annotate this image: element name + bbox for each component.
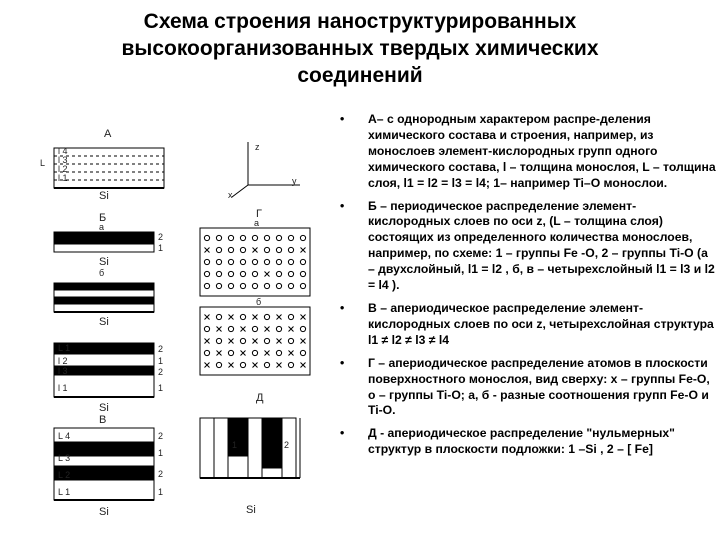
circle-marker [300,235,305,240]
circle-marker [276,235,281,240]
circle-marker [240,235,245,240]
cross-marker [277,315,282,320]
label-l2: l 2 [58,164,68,174]
label-l1: l 1 [58,173,68,183]
circle-marker [252,259,257,264]
label-L2: L 2 [58,470,71,480]
label-v-1b: 1 [158,383,164,393]
circle-marker [252,271,257,276]
circle-marker [300,271,305,276]
label-L1: L 1 [58,487,71,497]
circle-marker [276,326,281,331]
circle-marker [204,283,209,288]
cross-marker [229,339,234,344]
label-si-d: Si [246,504,256,516]
label-vb-2b: 2 [158,469,164,479]
cross-marker [277,363,282,368]
cross-marker [217,327,222,332]
circle-marker [216,283,221,288]
label-L1-top: L 1 [58,343,71,353]
cross-marker [265,351,270,356]
label-L: L [40,158,46,168]
label-g-b: б [256,297,262,307]
circle-marker [252,283,257,288]
label-b-1: 1 [158,243,164,253]
circle-marker [252,350,257,355]
cross-marker [277,339,282,344]
label-panel-g: Г [256,208,262,220]
label-l1-v: l 1 [58,383,68,393]
circle-marker [264,247,269,252]
cross-marker [253,363,258,368]
circle-marker [204,235,209,240]
cross-marker [205,248,210,253]
circle-marker [228,271,233,276]
label-b-a: а [99,222,105,232]
circle-marker [300,326,305,331]
circle-marker [204,350,209,355]
circle-marker [204,271,209,276]
cross-marker [205,339,210,344]
circle-marker [264,283,269,288]
label-L4: L 4 [58,431,71,441]
circle-marker [216,338,221,343]
bullet-item: • Б – периодическое распределение элемент-кислородных слоев по оси z, (L – толщина слоя) состоящих из определенного количества монослоев, например, по схеме: 1 – группы Fe -O, 2 – группы Ti-O (а – двухслойный, l1 = l2 , б, в – четырехслойный l1 = l3 и l2 = l4 ). [336,199,716,294]
circle-marker [300,350,305,355]
circle-marker [252,326,257,331]
circle-marker [288,338,293,343]
circle-marker [276,247,281,252]
title-line-1: Схема строения наноструктурированных [143,10,577,33]
cross-marker [301,315,306,320]
circle-marker [288,259,293,264]
circle-marker [228,259,233,264]
label-vb-2a: 2 [158,431,164,441]
label-si-v: Si [99,402,109,414]
label-y: y [292,176,297,186]
label-panel-d: Д [256,392,264,404]
cross-marker [229,315,234,320]
title-line-3: соединений [297,64,423,87]
label-panel-b: Б [99,212,107,224]
label-l3: l 3 [58,155,68,165]
cross-marker [265,327,270,332]
circle-marker [228,235,233,240]
cross-marker [289,327,294,332]
circle-marker [276,271,281,276]
label-L3: L 3 [58,453,71,463]
circle-marker [216,259,221,264]
circle-marker [240,283,245,288]
grid-b-markers [204,314,305,367]
circle-marker [240,338,245,343]
circle-marker [216,362,221,367]
circle-marker [300,283,305,288]
cross-marker [205,315,210,320]
label-si-v2: Si [99,506,109,518]
circle-marker [228,350,233,355]
axes-xyz [232,142,300,197]
circle-marker [288,314,293,319]
label-v-2b: 2 [158,367,164,377]
circle-marker [276,283,281,288]
circle-marker [240,271,245,276]
bullet-item: • В – апериодическое распределение элемент-кислородных слоев по оси z, четырехслойная структура l1 ≠ l2 ≠ l3 ≠ l4 [336,301,716,349]
cross-marker [253,315,258,320]
circle-marker [240,314,245,319]
circle-marker [216,247,221,252]
label-si-b2: Si [99,316,109,328]
circle-marker [264,235,269,240]
label-x: x [228,190,233,200]
label-v-2a: 2 [158,344,164,354]
label-si-a: Si [99,190,109,202]
cross-marker [241,351,246,356]
label-d-2: 2 [284,440,290,450]
circle-marker [288,235,293,240]
circle-marker [288,271,293,276]
label-d-1: 1 [232,440,238,450]
circle-marker [276,259,281,264]
label-vb-1a: 1 [158,448,164,458]
label-l2-v: l 2 [58,356,68,366]
cross-marker [253,248,258,253]
circle-marker [204,259,209,264]
circle-marker [216,235,221,240]
label-panel-v: В [99,414,107,426]
cross-marker [289,351,294,356]
panel-a-layers [54,148,164,188]
label-z: z [255,142,260,152]
label-vb-1b: 1 [158,487,164,497]
circle-marker [264,259,269,264]
bullet-item: • А– с однородным характером распре-деления химического состава и строения, например, из монослоев элемент-кислородных групп одного химического состава, l – толщина монослоя, L – толщина слоя, l1 = l2 = l3 = l4; 1– например Ti–O монослои. [336,112,716,192]
title-line-2: высокоорганизованных твердых химических [121,37,599,60]
grid-a-markers [204,235,305,288]
circle-marker [216,314,221,319]
cross-marker [301,248,306,253]
circle-marker [228,326,233,331]
circle-marker [228,283,233,288]
label-g-a: а [254,218,260,228]
cross-marker [205,363,210,368]
bullet-list [336,112,716,465]
circle-marker [216,271,221,276]
label-si-b: Si [99,256,109,268]
label-panel-a: А [104,128,112,140]
circle-marker [288,247,293,252]
circle-marker [240,362,245,367]
circle-marker [264,362,269,367]
circle-marker [288,362,293,367]
circle-marker [264,338,269,343]
cross-marker [301,339,306,344]
circle-marker [276,350,281,355]
circle-marker [240,259,245,264]
circle-marker [264,314,269,319]
bullet-item: • Д - апериодическое распределение "нульмерных" структур в плоскости подложки: 1 –Si , 2 – [ Fe] [336,426,716,458]
cross-marker [265,272,270,277]
circle-marker [252,235,257,240]
circle-marker [240,247,245,252]
circle-marker [204,326,209,331]
label-l4: l 4 [58,146,68,156]
circle-marker [228,247,233,252]
cross-marker [253,339,258,344]
label-b-b: б [99,268,105,278]
bullet-item: • Г – апериодическое распределение атомов в плоскости поверхностного монослоя, вид сверху: х – группы Fe-O, о – группы Ti-O; а, б - разные соотношения групп Fe-O и Ti-O. [336,356,716,420]
circle-marker [300,259,305,264]
label-b-2: 2 [158,232,164,242]
cross-marker [301,363,306,368]
label-l3-v: l 3 [58,366,68,376]
circle-marker [288,283,293,288]
cross-marker [217,351,222,356]
label-v-1a: 1 [158,356,164,366]
cross-marker [241,327,246,332]
cross-marker [229,363,234,368]
